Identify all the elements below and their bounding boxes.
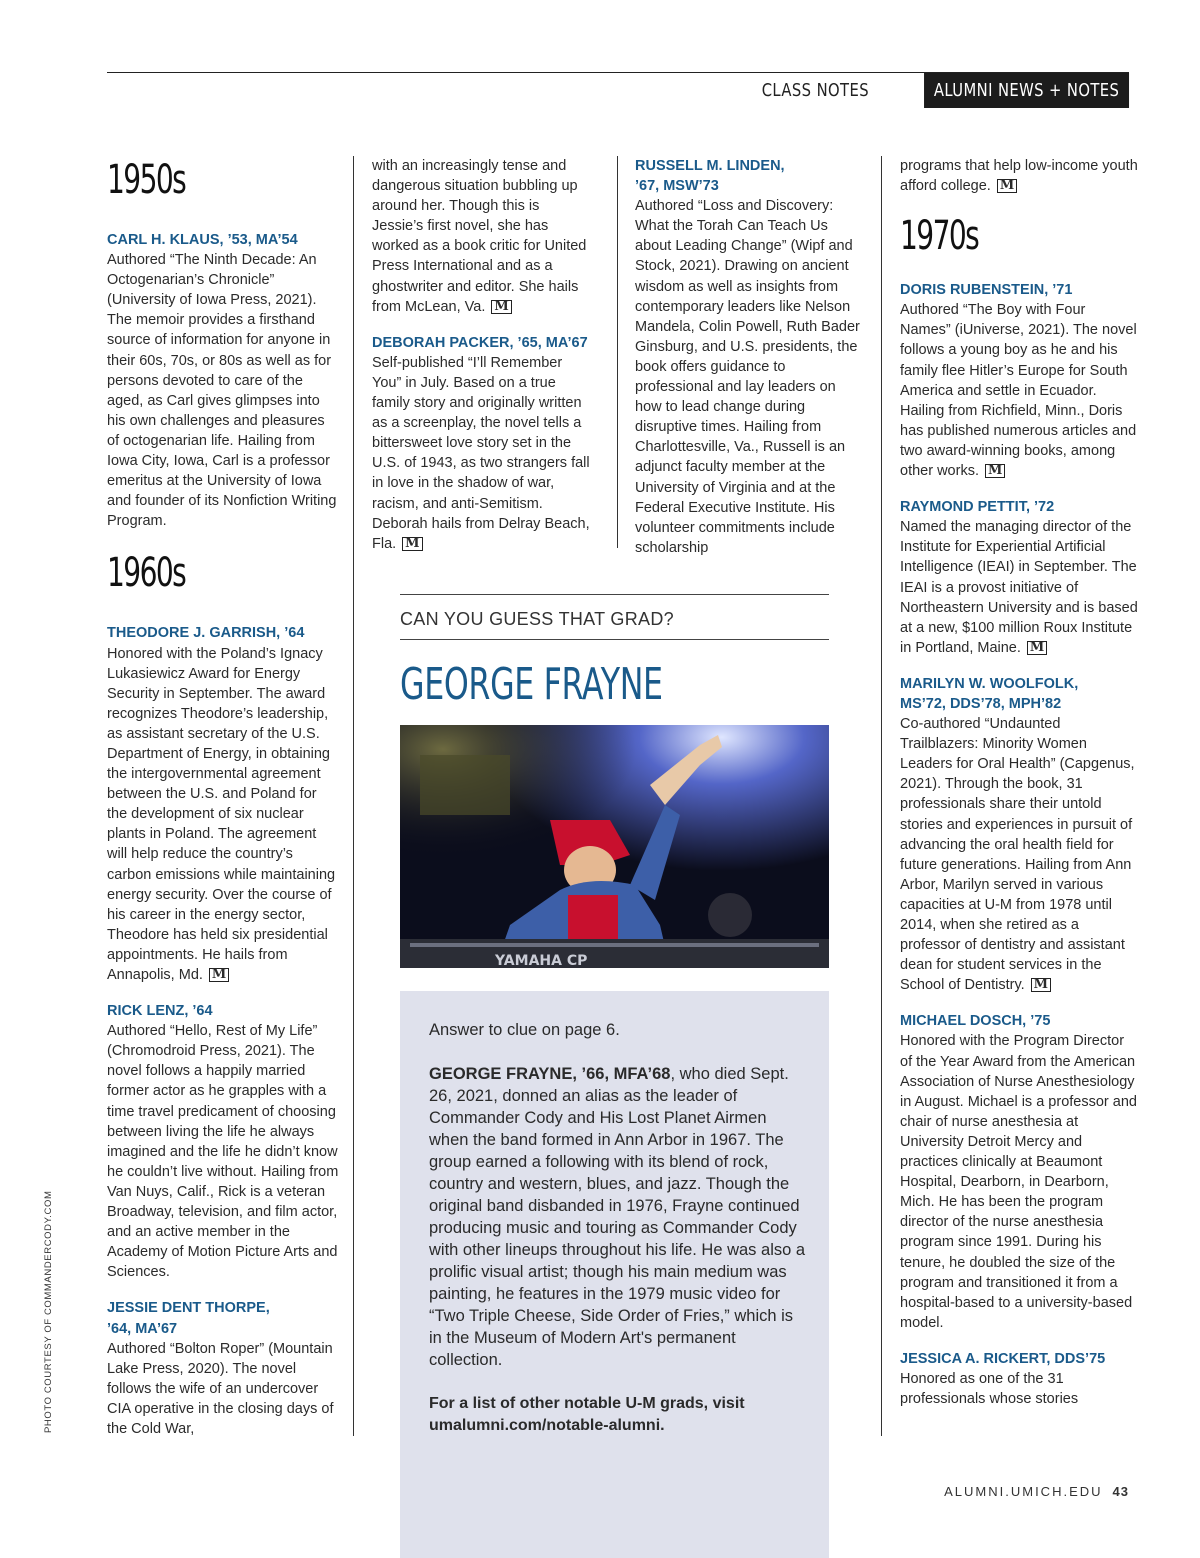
class-note-entry [107, 623, 339, 985]
alumni-name: RICK LENZ, ’64 [107, 1003, 213, 1020]
alumni-name-cont: ’64, MA’67 [107, 1320, 178, 1337]
note-text: with an increasingly tense and dangerous situation bubbling up around her. Though this is Jessie’s first novel, she has worked as a book critic for United Press International and as a ghostwriter and editor. She hails from McLean, Va. [372, 158, 587, 315]
column-4 [900, 156, 1140, 1425]
feature-mid-rule [400, 639, 829, 640]
michigan-logo-icon: M [491, 300, 511, 314]
note-text: Authored “The Boy with Four Names” (iUniverse, 2021). The novel follows a young boy as he and his family flee Hitler’s Europe for South America and settle in Ecuador. Hailing from Richfield, Minn., Doris has published numerous articles and two award-winning books, among other works. [900, 302, 1137, 480]
class-note-entry [372, 156, 594, 317]
keyboard-brand-text: YAMAHA CP [495, 953, 588, 968]
note-text: programs that help low-income youth afford college. [900, 158, 1138, 195]
column-divider [353, 156, 354, 1436]
alumni-name: THEODORE J. GARRISH, ’64 [107, 625, 305, 642]
alumni-name: MICHAEL DOSCH, ’75 [900, 1013, 1051, 1030]
decade-heading-1970s: 1970s [900, 213, 979, 260]
note-text: Self-published “I’ll Remember You” in July. Based on a true family story and originally written as a screenplay, the novel tells a bittersweet love story set in the U.S. of 1943, as two strangers fall in love in the shadow of war, racism, and anti-Semitism. Deborah hails from Delray Beach, Fla. [372, 354, 590, 552]
guess-that-grad-label: CAN YOU GUESS THAT GRAD? [400, 609, 674, 629]
alumni-name: RAYMOND PETTIT, ’72 [900, 499, 1055, 516]
page-footer [944, 1484, 1129, 1499]
tab-alumni-news: ALUMNI NEWS + NOTES [924, 73, 1129, 108]
note-text: Honored with the Program Director of the Year Award from the American Association of Nurse Anesthesiology in August. Michael is a professor and chair of nurse anesthesia at University Detroit Mercy and practices clinically at Beaumont Hospital, Dearborn, in Dearborn, Mich. He has been the program director of the nurse anesthesia program since 1991. During his tenure, he doubled the size of the program and transitioned it from a hospital-based to a university-based model. [900, 1033, 1137, 1331]
alumni-name: MARILYN W. WOOLFOLK, [900, 675, 1079, 692]
michigan-logo-icon: M [402, 537, 422, 551]
alumni-name: JESSICA A. RICKERT, DDS’75 [900, 1350, 1106, 1367]
note-text: Authored “Hello, Rest of My Life” (Chromodroid Press, 2021). The novel follows a happily married former actor as he grapples with a time travel predicament of choosing between living the life he always imagined and the life he didn’t know he couldn’t live without. Hailing from Van Nuys, Calif., Rick is a veteran Broadway, television, and film actor, and an active member in the Academy of Motion Picture Arts and Sciences. [107, 1023, 339, 1281]
note-text: Co-authored “Undaunted Trailblazers: Minority Women Leaders for Oral Health” (Capgenus, 2021). Through the book, 31 professionals share their untold stories and experiences in pursuit of advancing the oral health field for future generations. Hailing from Ann Arbor, Marilyn served in various capacities at U-M from 1978 until 2014, when she retired as a professor of dentistry and assistant dean for student services in the School of Dentistry. [900, 716, 1135, 994]
class-note-entry [372, 333, 594, 554]
class-note-entry [900, 156, 1140, 196]
concert-photo-illustration [400, 725, 829, 968]
feature-title: GEORGE FRAYNE [400, 659, 663, 710]
class-note-entry [107, 230, 339, 531]
answer-box [400, 991, 829, 1558]
alumni-name: DORIS RUBENSTEIN, ’71 [900, 282, 1073, 299]
alumni-name: JESSIE DENT THORPE, [107, 1300, 270, 1317]
note-text: Named the managing director of the Institute for Experiential Artificial Intelligence (IEAI) in September. The IEAI is a provost initiative of Northeastern University and is based at a new, $100 million Roux Institute in Portland, Maine. [900, 519, 1138, 656]
column-divider [617, 156, 618, 548]
feature-top-rule [400, 594, 829, 595]
class-note-entry [635, 156, 861, 558]
answer-clue: Answer to clue on page 6. [429, 1021, 620, 1039]
section-header [724, 73, 1129, 108]
class-note-entry [900, 280, 1140, 481]
note-text: Authored “The Ninth Decade: An Octogenarian’s Chronicle” (University of Iowa Press, 2021). The memoir provides a firsthand source of information for anyone in their 60s, 70s, or 80s as well as for persons devoted to care of the aged, as Carl gives glimpses into his own challenges and pleasures of octogenarian life. Hailing from Iowa City, Iowa, Carl is a professor emeritus at the University of Iowa and founder of its Nonfiction Writing Program. [107, 252, 337, 530]
column-2 [372, 156, 594, 570]
alumni-name: CARL H. KLAUS, ’53, MA’54 [107, 232, 298, 248]
column-divider [881, 156, 882, 1436]
column-1 [107, 156, 339, 1455]
decade-heading-1960s: 1960s [107, 550, 186, 597]
class-note-entry [900, 1011, 1140, 1333]
decade-heading-1950s: 1950s [107, 157, 186, 203]
note-text: Authored “Bolton Roper” (Mountain Lake Press, 2020). The novel follows the wife of an undercover CIA operative in the closing days of the Cold War, [107, 1340, 334, 1437]
class-note-entry [900, 1349, 1140, 1409]
column-3 [635, 156, 861, 574]
answer-name: GEORGE FRAYNE, ’66, MFA’68 [429, 1065, 671, 1083]
michigan-logo-icon: M [209, 968, 229, 982]
class-note-entry [900, 674, 1140, 996]
tab-class-notes: CLASS NOTES [752, 73, 879, 108]
page-number: 43 [1112, 1484, 1129, 1499]
note-text: Honored with the Poland’s Ignacy Lukasiewicz Award for Energy Security in September. The award recognizes Theodore’s leadership, as assistant secretary of the U.S. Department of Energy, in obtaining the intergovernmental agreement between the U.S. and Poland for the development of six nuclear plants in Poland. The agreement will help reduce the country’s carbon emissions while maintaining energy security. Over the course of his career in the energy sector, Theodore has held six presidential appointments. He hails from Annapolis, Md. [107, 645, 336, 983]
answer-content [429, 1019, 809, 1459]
answer-text: , who died Sept. 26, 2021, donned an alias as the leader of Commander Cody and His Lost Planet Airmen when the band formed in Ann Arbor in 1967. The group earned a following with its blend of rock, country and western, blues, and jazz. Though the original band disbanded in 1976, Frayne continued producing music and touring as Commander Cody with other lineups throughout his life. He was also a prolific visual artist; though his main medium was painting, he features in the 1979 music video for “Two Triple Cheese, Side Order of Fries,” which is in the Museum of Modern Art's permanent collection. [429, 1065, 806, 1369]
class-note-entry [107, 1001, 339, 1282]
michigan-logo-icon: M [997, 179, 1017, 193]
michigan-logo-icon: M [1027, 641, 1047, 655]
footer-site-url[interactable]: ALUMNI.UMICH.EDU [944, 1484, 1103, 1499]
feature-photo [400, 725, 829, 968]
alumni-name: RUSSELL M. LINDEN, [635, 158, 785, 174]
photo-credit: PHOTO COURTESY OF COMMANDERCODY.COM [43, 1190, 54, 1433]
alumni-name-cont: MS’72, DDS’78, MPH’82 [900, 695, 1062, 712]
alumni-name-cont: ’67, MSW’73 [635, 178, 719, 195]
note-text: Honored as one of the 31 professionals whose stories [900, 1370, 1079, 1408]
notable-alumni-link[interactable]: For a list of other notable U-M grads, visit umalumni.com/notable-alumni. [429, 1395, 745, 1434]
class-note-entry [107, 1298, 339, 1439]
alumni-name: DEBORAH PACKER, ’65, MA’67 [372, 334, 588, 351]
michigan-logo-icon: M [985, 464, 1005, 478]
michigan-logo-icon: M [1031, 978, 1051, 992]
note-text: Authored “Loss and Discovery: What the Torah Can Teach Us about Leading Change” (Wipf and Stock, 2021). Drawing on ancient wisdom as well as insights from contemporary leaders like Nelson Mandela, Colin Powell, Ruth Bader Ginsburg, and U.S. presidents, the book offers guidance to professional and lay leaders on how to lead change during disruptive times. Hailing from Charlottesville, Va., Russell is an adjunct faculty member at the University of Virginia and at the Federal Executive Institute. His volunteer commitments include scholarship [635, 198, 860, 556]
class-note-entry [900, 497, 1140, 658]
